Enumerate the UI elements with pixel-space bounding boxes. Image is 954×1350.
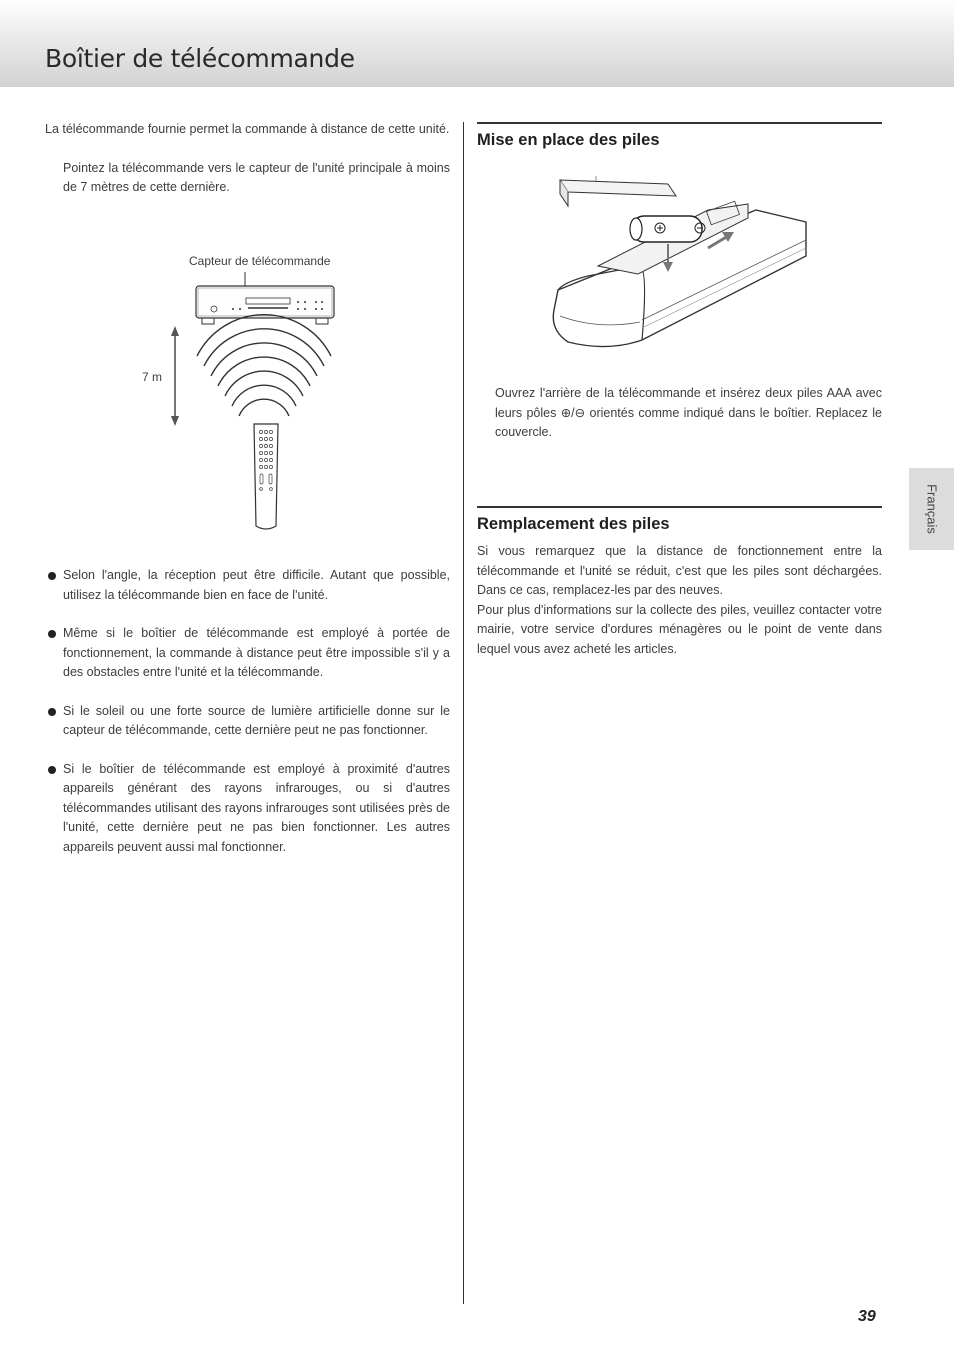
language-tab-label: Français [924,484,939,534]
page-header [0,0,954,87]
bullet-icon [48,766,56,774]
remote-control-icon [254,424,278,529]
precautions-list [45,566,450,857]
column-divider [463,122,464,1304]
battery-icon [630,216,705,242]
replace-paragraph-2: Pour plus d'informations sur la collecte des piles, veuillez contacter votre mairie, votre service d'ordures ménagères ou le point de vente dans lequel vous avez acheté les articles. [477,602,882,656]
main-unit-icon [196,286,334,324]
distance-arrow-icon [171,326,179,426]
section-rule [477,122,882,124]
list-item: Si le boîtier de télécommande est employé à proximité d'autres appareils générant des rayons infrarouges, ou si d'autres télécommandes utilisant des rayons infrarouges sont utilisées près de l'unité, cette dernière peut ne pas bien fonctionner. Les autres appareils peuvent aussi mal fonctionner. [45,760,450,858]
section-heading-replace: Remplacement des piles [477,515,670,533]
remote-range-illustration [130,268,360,538]
section-rule [477,506,882,508]
precautions-list-container [45,566,450,876]
language-tab [909,468,954,550]
pointing-paragraph: Pointez la télécommande vers le capteur de l'unité principale à moins de 7 mètres de cette dernière. [63,160,450,194]
list-item: Si le soleil ou une forte source de lumière artificielle donne sur le capteur de télécommande, cette dernière peut ne pas fonctionner. [45,702,450,741]
battery-replace-section [477,506,882,659]
page-title: Boîtier de télécommande [45,44,355,73]
bullet-icon [48,572,56,580]
battery-install-illustration [548,170,810,354]
battery-install-section [477,122,882,158]
battery-install-text-block [495,384,882,443]
sensor-label: Capteur de télécommande [189,254,331,268]
infrared-waves-icon [197,315,331,416]
page-number: 39 [858,1308,876,1325]
bullet-icon [48,708,56,716]
distance-label: 7 m [142,370,163,384]
battery-install-text: Ouvrez l'arrière de la télécommande et insérez deux piles AAA avec leurs pôles ⊕/⊖ orientés comme indiqué dans le boîtier. Replacez le couvercle. [495,386,882,439]
bullet-icon [48,630,56,638]
list-item: Même si le boîtier de télécommande est employé à portée de fonctionnement, la commande à distance peut être impossible s'il y a des obstacles entre l'unité et la télécommande. [45,624,450,683]
intro-paragraph: La télécommande fournie permet la commande à distance de cette unité. [45,122,450,136]
replace-paragraph-1: Si vous remarquez que la distance de fonctionnement entre la télécommande et l'unité se réduit, c'est que les piles sont déchargées. Dans ce cas, remplacez-les par des neuves. [477,544,882,597]
left-column [45,120,450,198]
section-heading-install: Mise en place des piles [477,131,660,149]
list-item: Selon l'angle, la réception peut être difficile. Autant que possible, utilisez la télécommande bien en face de l'unité. [45,566,450,605]
